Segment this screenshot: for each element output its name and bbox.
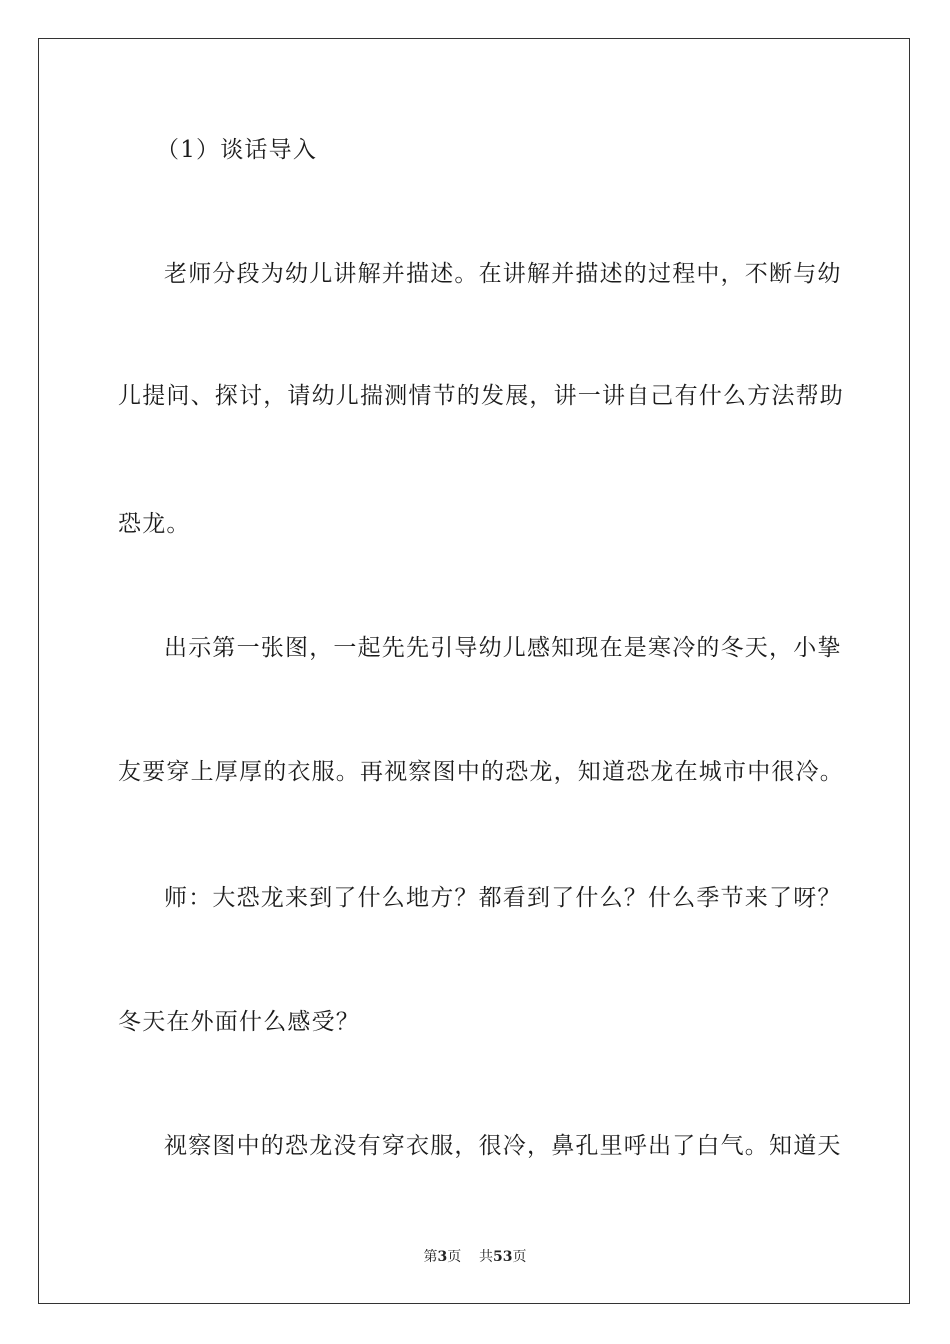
- section-heading: （1）谈话导入: [156, 137, 318, 163]
- total-prefix: 共: [479, 1249, 494, 1265]
- paragraph-line: 视察图中的恐龙没有穿衣服，很冷，鼻孔里呼出了白气。知道天: [164, 1133, 842, 1159]
- page-number: 3: [437, 1249, 448, 1265]
- page-footer: [0, 1248, 950, 1266]
- paragraph-line: 儿提问、探讨，请幼儿揣测情节的发展，讲一讲自己有什么方法帮助: [118, 383, 844, 409]
- page-suffix: 页: [447, 1249, 462, 1265]
- paragraph-line: 老师分段为幼儿讲解并描述。在讲解并描述的过程中，不断与幼: [164, 261, 842, 287]
- paragraph-line: 友要穿上厚厚的衣服。再视察图中的恐龙，知道恐龙在城市中很冷。: [118, 759, 844, 785]
- total-suffix: 页: [512, 1249, 527, 1265]
- paragraph-line: 出示第一张图，一起先先引导幼儿感知现在是寒冷的冬天，小挚: [164, 635, 842, 661]
- page-prefix: 第: [423, 1249, 438, 1265]
- paragraph-line: 恐龙。: [118, 511, 191, 537]
- page-border: [38, 38, 910, 1304]
- total-pages: 53: [493, 1249, 513, 1265]
- paragraph-line: 师：大恐龙来到了什么地方？都看到了什么？什么季节来了呀？: [164, 885, 842, 911]
- paragraph-line: 冬天在外面什么感受？: [118, 1009, 360, 1035]
